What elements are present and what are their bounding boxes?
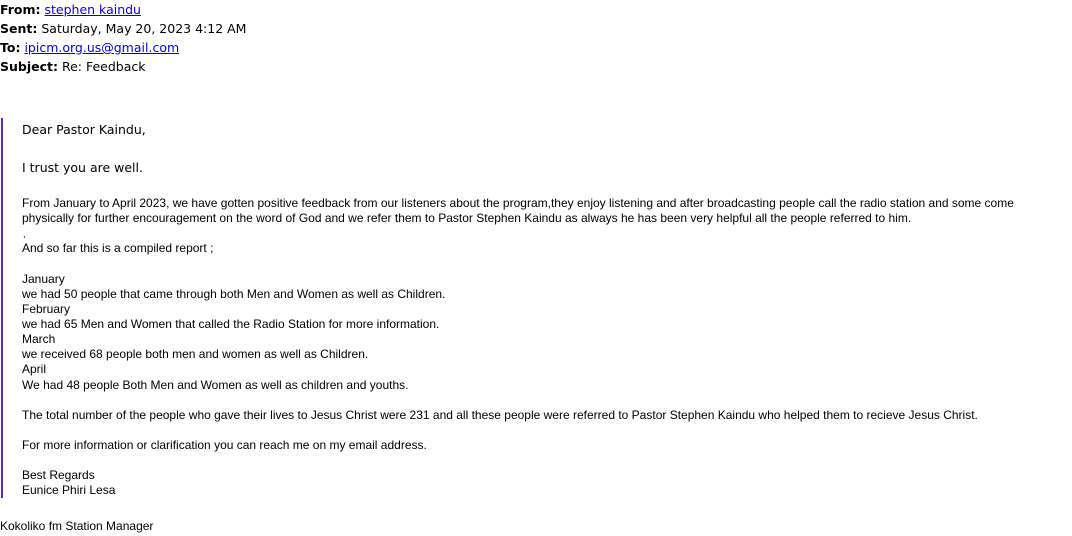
quoted-message xyxy=(1,118,1072,498)
sent-label: Sent: xyxy=(0,21,38,36)
subject-row xyxy=(0,57,246,76)
report-text-april: We had 48 people Both Men and Women as well as children and youths. xyxy=(22,378,409,392)
to-row xyxy=(0,38,246,57)
report-month-february: February xyxy=(22,302,71,316)
wellwish: I trust you are well. xyxy=(22,160,143,175)
sent-row xyxy=(0,19,246,38)
para1-line2: physically for further encouragement on the word of God and we refer them to Pastor Stephen Kaindu as always he has been very helpful all the people referred to him. xyxy=(22,211,912,225)
to-label: To: xyxy=(0,40,21,55)
report-text-march: we received 68 people both men and women as well as Children. xyxy=(22,347,369,361)
subject-label: Subject: xyxy=(0,59,58,74)
to-link[interactable]: ipicm.org.us@gmail.com xyxy=(24,40,180,55)
from-link[interactable]: stephen kaindu xyxy=(44,2,141,17)
greeting: Dear Pastor Kaindu, xyxy=(22,122,146,137)
subject-value: Re: Feedback xyxy=(61,59,146,74)
report-month-january: January xyxy=(22,272,65,286)
report-month-march: March xyxy=(22,332,56,346)
report-month-april: April xyxy=(22,362,47,376)
signature-title: Kokoliko fm Station Manager xyxy=(0,519,154,533)
para1-line1: From January to April 2023, we have gotten positive feedback from our listeners about the program,they enjoy listening and after broadcasting people call the radio station and some come xyxy=(22,196,1014,210)
email-header xyxy=(0,0,246,76)
closing: Best Regards xyxy=(22,468,95,482)
from-label: From: xyxy=(0,2,41,17)
sent-value: Saturday, May 20, 2023 4:12 AM xyxy=(41,21,247,36)
total-summary: The total number of the people who gave their lives to Jesus Christ were 231 and all these people were referred to Pastor Stephen Kaindu who helped them to recieve Jesus Christ. xyxy=(22,408,978,422)
signature-name: Eunice Phiri Lesa xyxy=(22,483,116,497)
from-row xyxy=(0,0,246,19)
report-intro: And so far this is a compiled report ; xyxy=(22,241,214,255)
report-text-january: we had 50 people that came through both Men and Women as well as Children. xyxy=(22,287,446,301)
more-info: For more information or clarification you can reach me on my email address. xyxy=(22,438,427,452)
report-text-february: we had 65 Men and Women that called the Radio Station for more information. xyxy=(22,317,440,331)
stray-comma: , xyxy=(23,229,26,239)
